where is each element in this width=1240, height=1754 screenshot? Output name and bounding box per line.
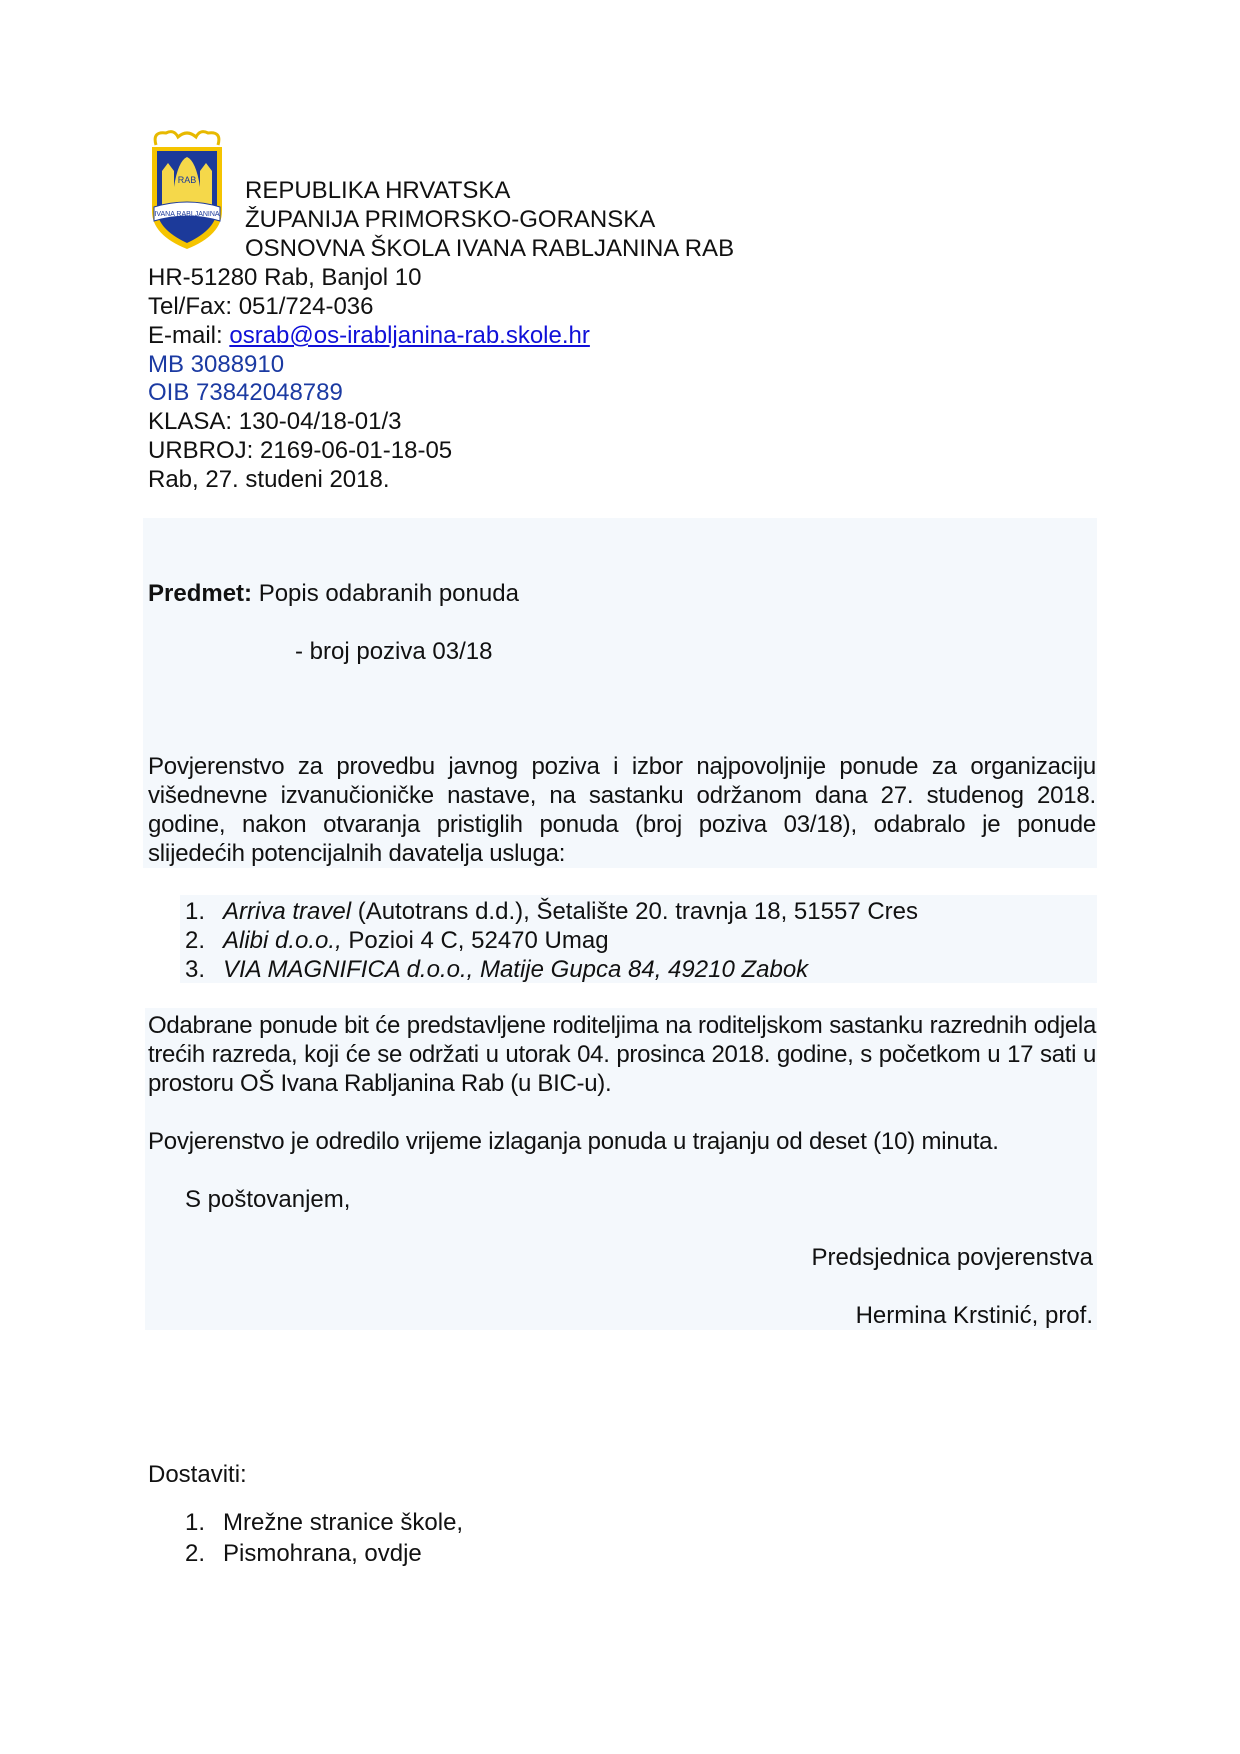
oib-number: OIB 73842048789 (148, 379, 343, 406)
offer-number: 2. (185, 927, 206, 954)
offer-name: Arriva travel (223, 898, 352, 925)
delivery-text: Pismohrana, ovdje (223, 1540, 422, 1567)
offer-number: 1. (185, 898, 206, 925)
intro-paragraph: Povjerenstvo za provedbu javnog poziva i izbor najpovoljnije ponude za organizaciju višednevne izvanučioničke nastave, na sastanku održanom dana 27. studenog 2018. godine, nakon otvaranja pristiglih ponuda (broj poziva 03/18), odabralo je ponude slijedećih potencijalnih davatelja usluga: (148, 753, 1096, 867)
offer-name: VIA MAGNIFICA d.o.o., Matije Gupca 84, 49210 Zabok (223, 956, 809, 983)
header-line-school: OSNOVNA ŠKOLA IVANA RABLJANINA RAB (245, 235, 735, 262)
school-crest-logo (148, 127, 226, 251)
mb-number: MB 3088910 (148, 351, 285, 378)
signer-name: Hermina Krstinić, prof. (855, 1302, 1093, 1329)
school-address: HR-51280 Rab, Banjol 10 (148, 264, 422, 291)
document-date: Rab, 27. studeni 2018. (148, 466, 390, 493)
header-line-county: ŽUPANIJA PRIMORSKO-GORANSKA (245, 206, 656, 233)
offer-address: Pozioi 4 C, 52470 Umag (341, 927, 609, 954)
offer-item (185, 897, 918, 926)
svg-text:RAB: RAB (177, 175, 197, 185)
svg-text:IVANA RABLJANINA: IVANA RABLJANINA (154, 211, 220, 218)
klasa: KLASA: 130-04/18-01/3 (148, 408, 402, 435)
delivery-text: Mrežne stranice škole, (223, 1509, 464, 1536)
delivery-item (185, 1508, 463, 1537)
closing-greeting: S poštovanjem, (185, 1186, 351, 1213)
duration-paragraph: Povjerenstvo je odredilo vrijeme izlaganja ponuda u trajanju od deset (10) minuta. (148, 1128, 999, 1155)
delivery-label: Dostaviti: (148, 1461, 247, 1488)
delivery-list (185, 1508, 463, 1568)
email-link[interactable]: osrab@os-irabljanina-rab.skole.hr (229, 322, 590, 349)
signer-title: Predsjednica povjerenstva (811, 1244, 1093, 1271)
delivery-number: 2. (185, 1540, 206, 1567)
meeting-paragraph: Odabrane ponude bit će predstavljene roditeljima na roditeljskom sastanku razrednih odjela trećih razreda, koji će se održati u utorak 04. prosinca 2018. godine, s početkom u 17 sati u prostoru OŠ Ivana Rabljanina Rab (u BIC-u). (148, 1012, 1096, 1097)
delivery-number: 1. (185, 1509, 206, 1536)
tel-fax: Tel/Fax: 051/724-036 (148, 293, 374, 320)
offer-address: (Autotrans d.d.), Šetalište 20. travnja 18, 51557 Cres (351, 898, 919, 925)
selected-offers-list (185, 897, 918, 984)
delivery-item (185, 1539, 463, 1568)
urbroj: URBROJ: 2169-06-01-18-05 (148, 437, 453, 464)
offer-item (185, 926, 918, 955)
subject-label: Predmet: (148, 580, 253, 607)
email-line (148, 321, 590, 350)
subject-line (148, 579, 519, 608)
offer-item (185, 955, 918, 984)
email-label: E-mail: (148, 322, 230, 349)
offer-name: Alibi d.o.o., (223, 927, 342, 954)
subject-text: Popis odabranih ponuda (252, 580, 519, 607)
header-line-republic: REPUBLIKA HRVATSKA (245, 177, 511, 204)
offer-number: 3. (185, 956, 206, 983)
subject-call-number: - broj poziva 03/18 (295, 638, 493, 665)
